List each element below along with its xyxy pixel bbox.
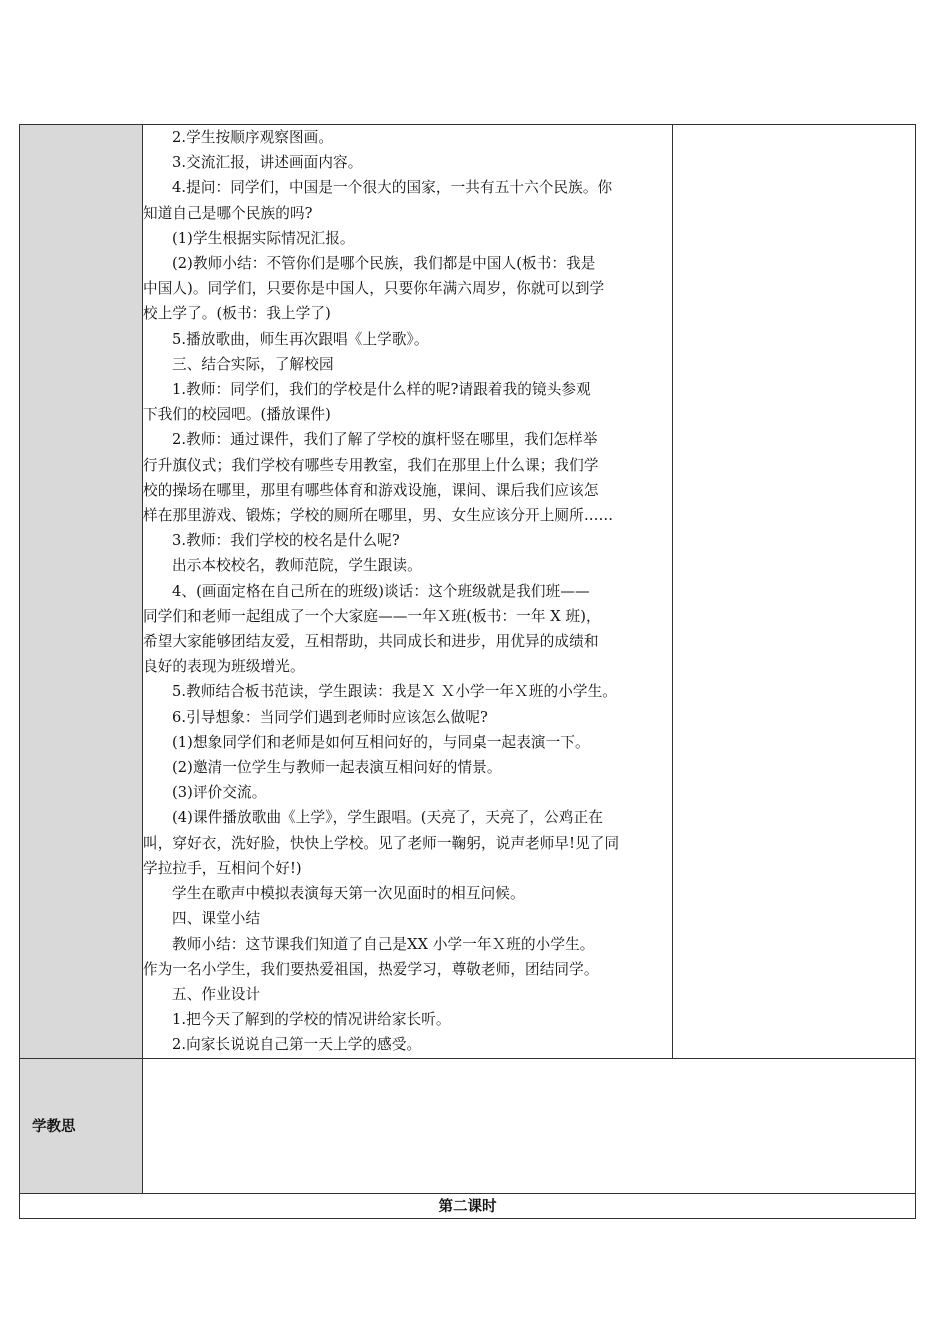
lesson-text-line: 学生在歌声中模拟表演每天第一次见面时的相互问候。 <box>172 885 525 903</box>
lesson-text-line: 同学们和老师一起组成了一个大家庭——一年Ｘ班(板书：一年 X 班)， <box>143 607 601 625</box>
lesson-text-line: 教师小结：这节课我们知道了自己是XX 小学一年Ｘ班的小学生。 <box>172 935 595 953</box>
lesson-text-line: (1)学生根据实际情况汇报。 <box>172 229 355 247</box>
lesson-text-line: (1)想象同学们和老师是如何互相问好的，与同桌一起表演一下。 <box>172 733 590 751</box>
lesson-text-line: 作为一名小学生，我们要热爱祖国，热爱学习，尊敬老师，团结同学。 <box>143 960 599 978</box>
lesson-text-line: 1.教师：同学们，我们的学校是什么样的呢?请跟着我的镜头参观 <box>172 381 591 399</box>
lesson-text-line: (3)评价交流。 <box>172 784 267 802</box>
second-period-title: 第二课时 <box>20 1193 916 1218</box>
lesson-text-line: 3.交流汇报，讲述画面内容。 <box>172 154 363 172</box>
lesson-text-line: 校的操场在哪里，那里有哪些体育和游戏设施，课间、课后我们应该怎 <box>143 481 599 499</box>
lesson-text-line: (2)邀清一位学生与教师一起表演互相问好的情景。 <box>172 759 502 777</box>
notes-cell <box>673 125 916 1059</box>
lesson-process-row <box>20 125 916 1059</box>
lesson-text-line: 下我们的校园吧。(播放课件) <box>143 406 331 424</box>
lesson-text-line: 5.播放歌曲，师生再次跟唱《上学歌》。 <box>172 330 429 348</box>
lesson-text-line: 2.教师：通过课件，我们了解了学校的旗杆竖在哪里，我们怎样举 <box>172 431 598 449</box>
lesson-text-line: 2.向家长说说自己第一天上学的感受。 <box>172 1036 422 1054</box>
lesson-text-line: 学拉拉手，互相问个好!) <box>143 859 302 877</box>
lesson-text-line: 知道自己是哪个民族的吗? <box>143 204 313 222</box>
lesson-text-line: 校上学了。(板书：我上学了) <box>143 305 331 323</box>
lesson-text-line: 三、结合实际，了解校园 <box>172 355 334 373</box>
lesson-text-line: 良好的表现为班级增光。 <box>143 658 305 676</box>
lesson-text-line: 中国人)。同学们，只要你是中国人，只要你年满六周岁，你就可以到学 <box>143 280 605 298</box>
lesson-text-line: 2.学生按顺序观察图画。 <box>172 129 334 146</box>
second-period-row <box>20 1193 916 1218</box>
lesson-text-line: 五、作业设计 <box>172 985 261 1003</box>
lesson-text-line: 样在那里游戏、锻炼；学校的厕所在哪里，男、女生应该分开上厕所…… <box>143 507 614 525</box>
lesson-text-line: 行升旗仪式；我们学校有哪些专用教室，我们在那里上什么课；我们学 <box>143 456 599 474</box>
lesson-text-line: 出示本校校名，教师范院，学生跟读。 <box>172 557 422 575</box>
lesson-plan-table <box>19 124 916 1219</box>
reflection-content-cell <box>143 1058 916 1193</box>
lesson-text-line: 3.教师：我们学校的校名是什么呢? <box>172 532 400 550</box>
lesson-text-line: 四、课堂小结 <box>172 910 261 928</box>
lesson-text-line: 4、(画面定格在自己所在的班级)谈话：这个班级就是我们班—— <box>172 582 590 600</box>
reflection-label: 学教思 <box>20 1058 143 1193</box>
reflection-row <box>20 1058 916 1193</box>
lesson-text-line: 1.把今天了解到的学校的情况讲给家长听。 <box>172 1011 451 1029</box>
lesson-text-line: (4)课件播放歌曲《上学》，学生跟唱。(天亮了，天亮了，公鸡正在 <box>172 809 603 827</box>
lesson-text-line: 6.引导想象：当同学们遇到老师时应该怎么做呢? <box>172 708 488 726</box>
lesson-process-cell <box>143 125 673 1059</box>
row-label-cell <box>20 125 143 1059</box>
lesson-text-line: 叫，穿好衣，洗好脸，快快上学校。见了老师一鞠躬，说声老师早!见了同 <box>143 834 620 852</box>
lesson-text-line: 5.教师结合板书范读，学生跟读：我是Ｘ Ｘ小学一年Ｘ班的小学生。 <box>172 683 617 701</box>
lesson-text-line: 4.提问：同学们，中国是一个很大的国家，一共有五十六个民族。你 <box>172 179 613 197</box>
lesson-text-line: (2)教师小结：不管你们是哪个民族，我们都是中国人(板书：我是 <box>172 255 596 273</box>
lesson-text-block <box>143 125 672 1058</box>
lesson-text-line: 希望大家能够团结友爱，互相帮助，共同成长和进步，用优异的成绩和 <box>143 633 599 651</box>
